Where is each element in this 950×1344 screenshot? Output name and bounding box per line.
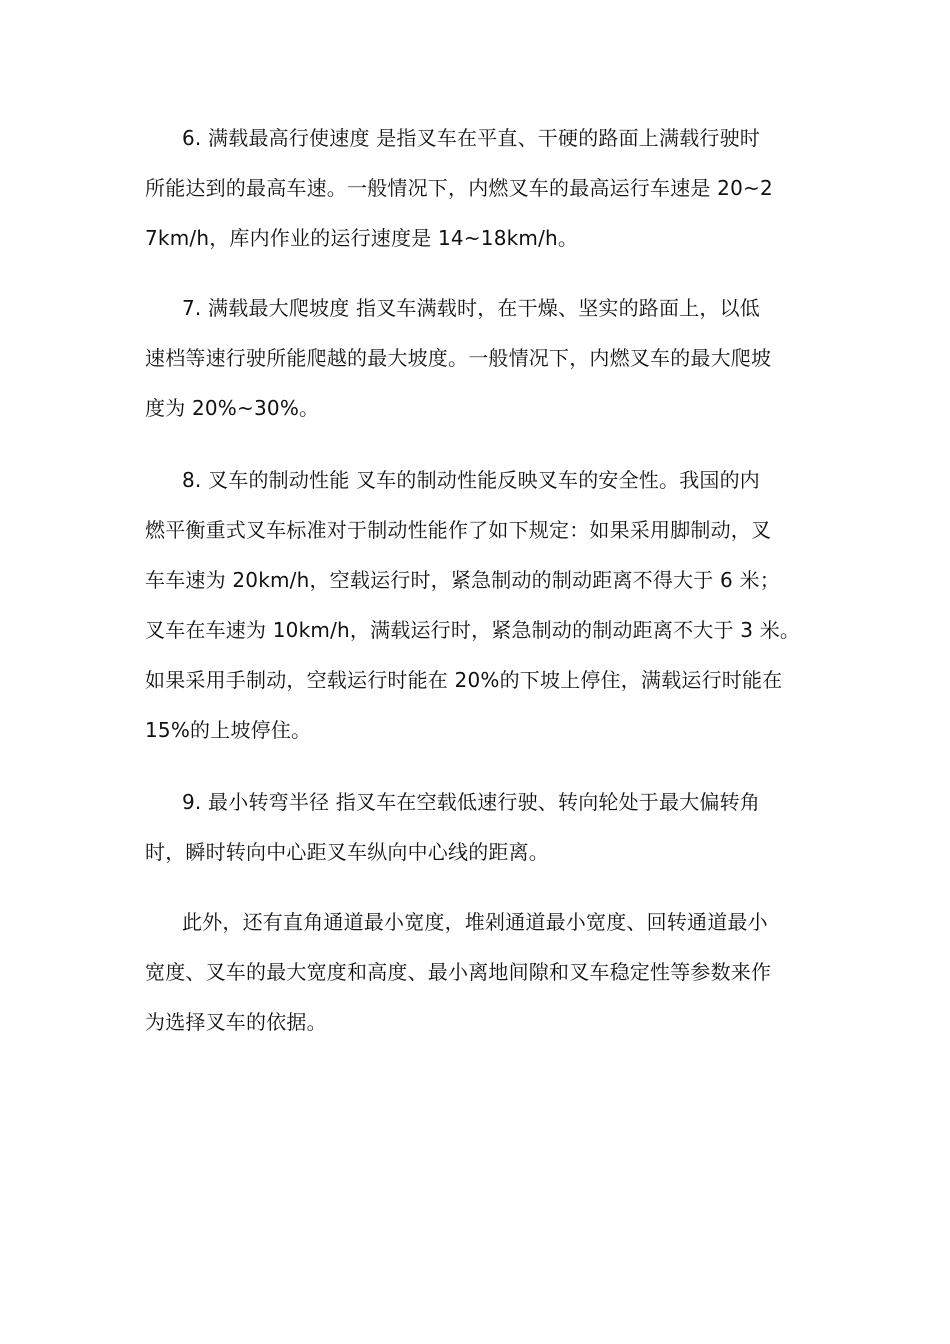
paragraph-line: 为选择叉车的依据。 <box>145 1010 327 1034</box>
paragraph-line: 9. 最小转弯半径 指叉车在空载低速行驶、转向轮处于最大偏转角 <box>182 790 760 814</box>
paragraph-line: 宽度、叉车的最大宽度和高度、最小离地间隙和叉车稳定性等参数来作 <box>145 960 772 984</box>
paragraph-line: 所能达到的最高车速。一般情况下，内燃叉车的最高运行车速是 20~2 <box>145 176 773 200</box>
paragraph-line: 8. 叉车的制动性能 叉车的制动性能反映叉车的安全性。我国的内 <box>182 468 760 492</box>
paragraph-line: 速档等速行驶所能爬越的最大坡度。一般情况下，内燃叉车的最大爬坡 <box>145 346 772 370</box>
paragraph-line: 6. 满载最高行使速度 是指叉车在平直、干硬的路面上满载行驶时 <box>182 126 760 150</box>
paragraph-line: 时，瞬时转向中心距叉车纵向中心线的距离。 <box>145 840 549 864</box>
paragraph-line: 叉车在车速为 10km/h，满载运行时，紧急制动的制动距离不大于 3 米。 <box>145 618 801 642</box>
paragraph-line: 7km/h，库内作业的运行速度是 14~18km/h。 <box>145 226 579 250</box>
paragraph-line: 燃平衡重式叉车标准对于制动性能作了如下规定：如果采用脚制动，叉 <box>145 518 772 542</box>
paragraph-line: 此外，还有直角通道最小宽度，堆剁通道最小宽度、回转通道最小 <box>182 910 768 934</box>
paragraph-line: 15%的上坡停住。 <box>145 718 312 742</box>
paragraph-line: 7. 满载最大爬坡度 指叉车满载时，在干燥、坚实的路面上，以低 <box>182 296 760 320</box>
paragraph-line: 如果采用手制动，空载运行时能在 20%的下坡上停住，满载运行时能在 <box>145 668 783 692</box>
paragraph-line: 车车速为 20km/h，空载运行时，紧急制动的制动距离不得大于 6 米； <box>145 568 780 592</box>
paragraph-line: 度为 20%~30%。 <box>145 396 320 420</box>
